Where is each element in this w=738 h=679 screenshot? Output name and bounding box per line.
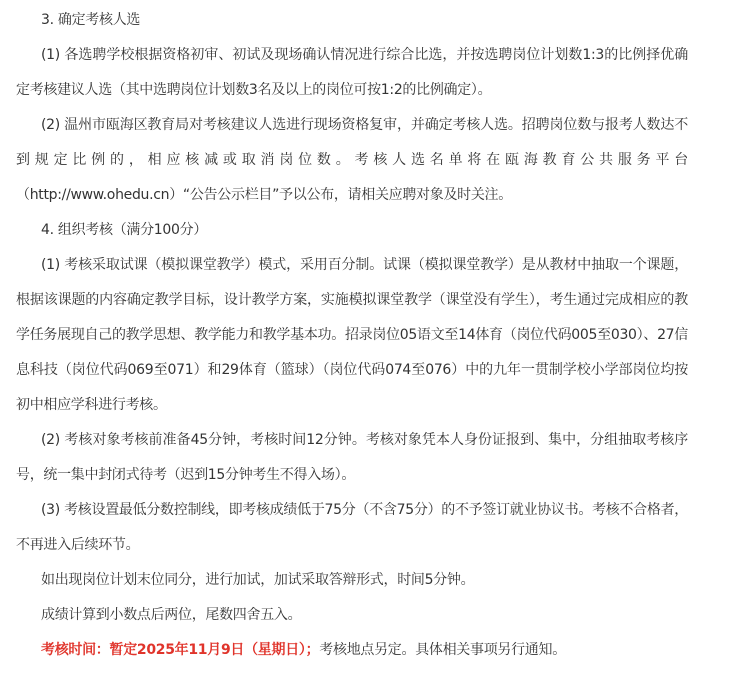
section-3-item-1: (1) 各选聘学校根据资格初审、初试及现场确认情况进行综合比选，并按选聘岗位计划数1:3的比例择优确定考核建议人选（其中选聘岗位计划数3名及以上的岗位可按1:2的比例确定）。 [16,47,688,98]
exam-time-notice [16,633,688,668]
exam-location-note: 考核地点另定。具体相关事项另行通知。 [319,642,566,658]
tie-rule: 如出现岗位计划末位同分，进行加试，加试采取答辩形式，时间5分钟。 [41,572,475,588]
section-4-item-2: (2) 考核对象考核前准备45分钟，考核时间12分钟。考核对象凭本人身份证报到、集中，分组抽取考核序号，统一集中封闭式待考（迟到15分钟考生不得入场）。 [16,432,688,483]
exam-time-highlight: 考核时间：暂定2025年11月9日（星期日）； [41,642,320,658]
section-4-item-3: (3) 考核设置最低分数控制线，即考核成绩低于75分（不含75分）的不予签订就业协议书。考核不合格者，不再进入后续环节。 [16,502,688,553]
section-3-heading: 3. 确定考核人选 [41,12,141,28]
section-4-item-1: (1) 考核采取试课（模拟课堂教学）模式，采用百分制。试课（模拟课堂教学）是从教材中抽取一个课题，根据该课题的内容确定教学目标，设计教学方案，实施模拟课堂教学（课堂没有学生），考生通过完成相应的教学任务展现自己的教学思想、教学能力和教学基本功。招录岗位05语文至14体育（岗位代码005至030）、27信息科技（岗位代码069至071）和29体育（篮球）（岗位代码074至076）中的九年一贯制学校小学部岗位均按初中相应学科进行考核。 [16,257,688,413]
article-body [16,3,688,668]
section-3-item-2: (2) 温州市瓯海区教育局对考核建议人选进行现场资格复审，并确定考核人选。招聘岗位数与报考人数达不到规定比例的，相应核减或取消岗位数。考核人选名单将在瓯海教育公共服务平台（http://www.ohedu.cn）“公告公示栏目”予以公布，请相关应聘对象及时关注。 [16,117,688,203]
section-4-heading: 4. 组织考核（满分100分） [41,222,208,238]
rounding-rule: 成绩计算到小数点后两位，尾数四舍五入。 [41,607,302,623]
